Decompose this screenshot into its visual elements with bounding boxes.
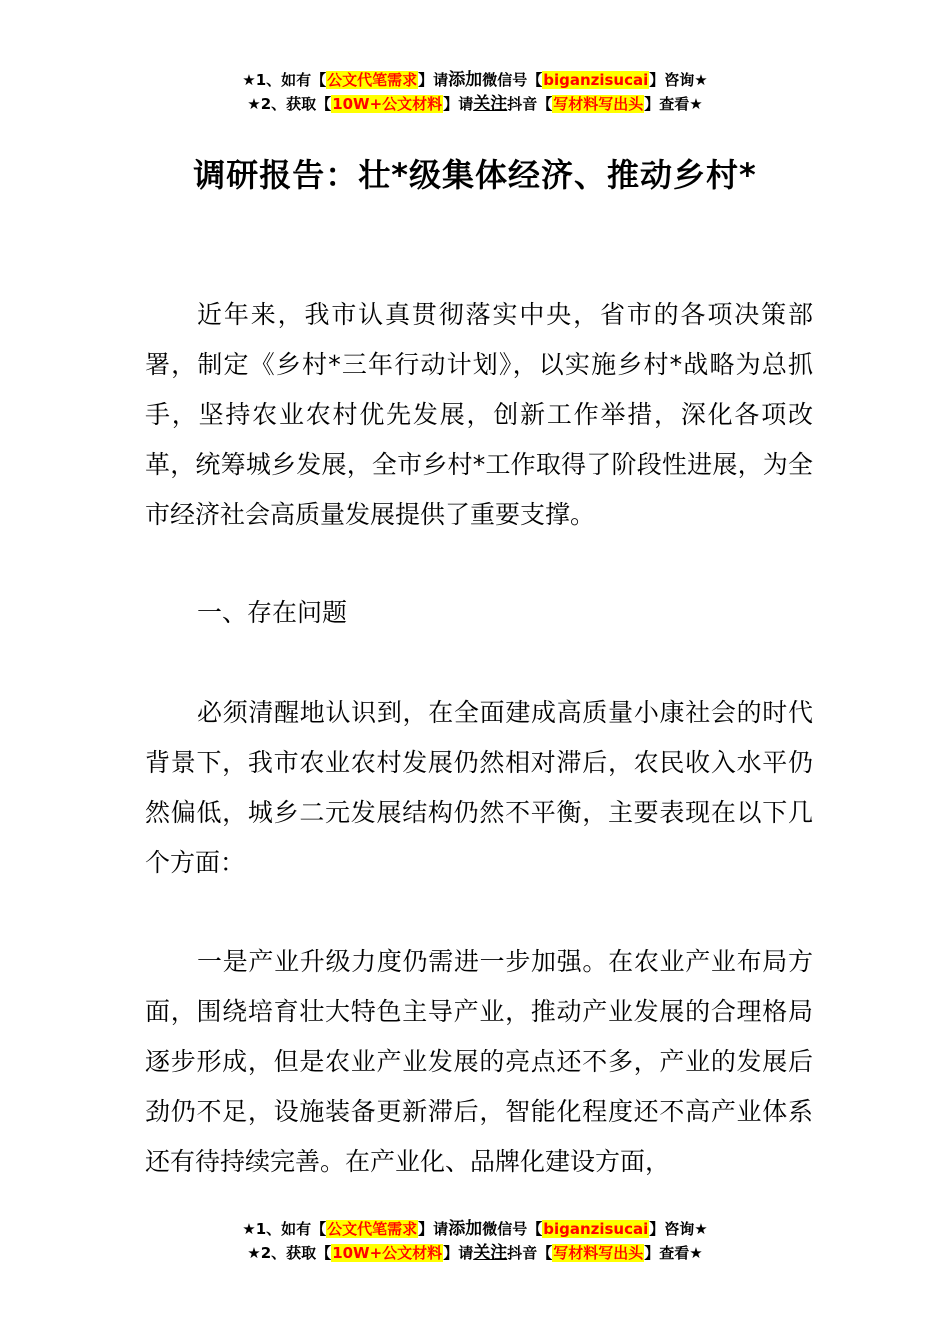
banner-emphasis: 关注 <box>473 1243 508 1263</box>
banner-text: 】查看★ <box>644 95 703 113</box>
banner-text: 】请 <box>443 95 474 113</box>
banner-highlight: 公文代笔需求 <box>327 1220 418 1238</box>
banner-line-1 <box>0 68 950 92</box>
banner-text: ★2、获取【 <box>247 1244 332 1262</box>
banner-line-2 <box>0 1241 950 1265</box>
banner-highlight: 写材料写出头 <box>553 1244 644 1262</box>
banner-text: 微信号【 <box>482 1220 543 1238</box>
banner-emphasis: 添加 <box>448 1219 483 1239</box>
banner-text: 】请 <box>443 1244 474 1262</box>
banner-emphasis: 关注 <box>473 94 508 114</box>
banner-text: 】咨询★ <box>649 1220 708 1238</box>
banner-text: 】请 <box>418 1220 449 1238</box>
banner-text: 】咨询★ <box>649 71 708 89</box>
paragraph-industry <box>145 937 813 1187</box>
footer-banner <box>0 1217 950 1265</box>
header-banner <box>0 68 950 116</box>
banner-line-2 <box>0 92 950 116</box>
banner-text: 抖音【 <box>507 1244 553 1262</box>
banner-text: 】查看★ <box>644 1244 703 1262</box>
paragraph-text: 一是产业升级力度仍需进一步加强。在农业产业布局方面，围绕培育壮大特色主导产业，推动产业发展的合理格局逐步形成，但是农业产业发展的亮点还不多，产业的发展后劲仍不足，设施装备更新滞后，智能化程度还不高产业体系还有待持续完善。在产业化、品牌化建设方面， <box>145 947 813 1176</box>
paragraph-problems <box>145 688 813 888</box>
banner-emphasis: 添加 <box>448 70 483 90</box>
banner-highlight: biganzisucai <box>543 71 649 89</box>
banner-text: 微信号【 <box>482 71 543 89</box>
banner-line-1 <box>0 1217 950 1241</box>
banner-text: 抖音【 <box>507 95 553 113</box>
paragraph-intro <box>145 290 813 540</box>
paragraph-text: 必须清醒地认识到，在全面建成高质量小康社会的时代背景下，我市农业农村发展仍然相对滞后，农民收入水平仍然偏低，城乡二元发展结构仍然不平衡，主要表现在以下几个方面： <box>145 698 813 877</box>
banner-text: 】请 <box>418 71 449 89</box>
banner-highlight: 10W+公文材料 <box>332 95 443 113</box>
banner-text: ★2、获取【 <box>247 95 332 113</box>
document-title: 调研报告：壮*级集体经济、推动乡村* <box>193 156 757 194</box>
banner-highlight: 写材料写出头 <box>553 95 644 113</box>
section-heading <box>145 588 813 638</box>
heading-text: 一、存在问题 <box>197 598 348 627</box>
banner-highlight: biganzisucai <box>543 1220 649 1238</box>
banner-text: ★1、如有【 <box>242 1220 327 1238</box>
paragraph-text: 近年来，我市认真贯彻落实中央，省市的各项决策部署，制定《乡村*三年行动计划》，以实施乡村*战略为总抓手，坚持农业农村优先发展，创新工作举措，深化各项改革，统筹城乡发展，全市乡村*工作取得了阶段性进展，为全市经济社会高质量发展提供了重要支撑。 <box>145 300 813 529</box>
banner-text: ★1、如有【 <box>242 71 327 89</box>
banner-highlight: 10W+公文材料 <box>332 1244 443 1262</box>
banner-highlight: 公文代笔需求 <box>327 71 418 89</box>
